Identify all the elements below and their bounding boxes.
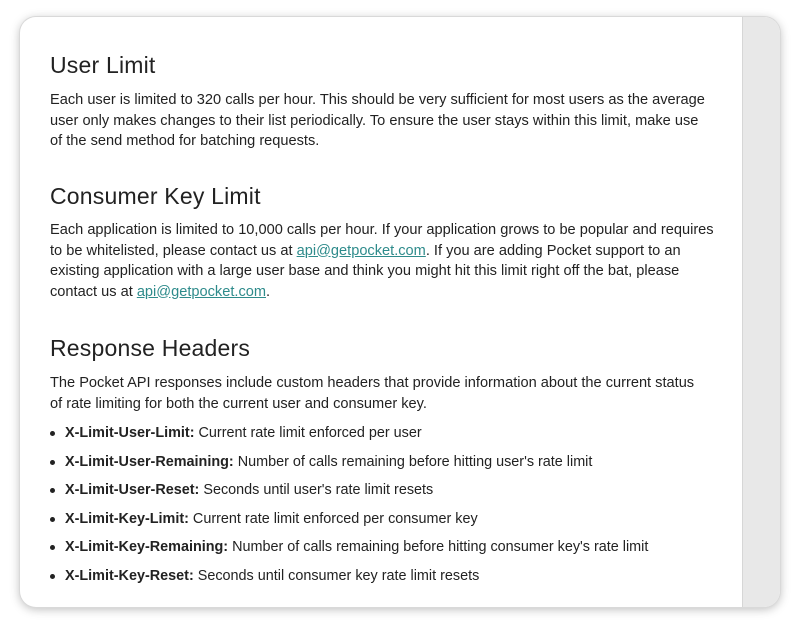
header-name: X-Limit-User-Limit:	[65, 425, 195, 441]
bullet-icon	[50, 460, 55, 465]
list-item	[50, 566, 710, 595]
list-item	[50, 480, 710, 509]
bullet-icon	[50, 574, 55, 579]
header-name: X-Limit-User-Reset:	[65, 482, 200, 499]
list-item	[50, 452, 710, 481]
header-description: Number of calls remaining before hitting user's rate limit	[233, 453, 593, 470]
header-name: X-Limit-Key-Limit:	[65, 510, 189, 527]
list-item	[50, 423, 710, 452]
response-headers-list	[50, 423, 710, 595]
consumer-key-limit-paragraph	[50, 220, 715, 302]
consumer-key-text-3: .	[266, 283, 271, 300]
header-description: Seconds until consumer key rate limit resets	[193, 567, 480, 584]
user-limit-paragraph: Each user is limited to 320 calls per hour. This should be very sufficient for most users as the average user only makes changes to their list periodically. To ensure the user stays within this limit, make use of the send method for batching requests.	[50, 92, 705, 149]
response-headers-heading: Response Headers	[50, 335, 251, 361]
bullet-icon	[50, 431, 55, 436]
contact-email-link-2[interactable]: api@getpocket.com	[136, 283, 267, 300]
consumer-key-text-1: Each application is limited to 10,000 calls per hour. If your application grows to be popular and requires to be whitelisted, please contact us at	[50, 222, 714, 259]
list-item	[50, 537, 710, 566]
consumer-key-limit-heading: Consumer Key Limit	[50, 183, 261, 209]
header-description: Seconds until user's rate limit resets	[199, 482, 434, 499]
header-description: Current rate limit enforced per user	[194, 425, 422, 441]
header-name: X-Limit-Key-Reset:	[65, 567, 194, 584]
bullet-icon	[50, 545, 55, 550]
list-item	[50, 509, 710, 538]
document-window	[20, 17, 780, 607]
header-name: X-Limit-User-Remaining:	[65, 453, 234, 470]
contact-email-link[interactable]: api@getpocket.com	[296, 242, 426, 259]
header-description: Current rate limit enforced per consumer key	[188, 510, 478, 527]
user-limit-heading: User Limit	[50, 52, 156, 78]
header-name: X-Limit-Key-Remaining:	[65, 539, 229, 556]
scrollbar[interactable]	[742, 17, 780, 607]
header-description: Number of calls remaining before hitting consumer key's rate limit	[228, 539, 649, 556]
consumer-key-text-2: . If you are adding Pocket support to an existing application with a large user base and think you might hit this limit right off the bat, please contact us at	[50, 242, 681, 300]
bullet-icon	[50, 488, 55, 493]
response-headers-paragraph: The Pocket API responses include custom headers that provide information about the current status of rate limiting for both the current user and consumer key.	[50, 375, 695, 412]
bullet-icon	[50, 517, 55, 522]
